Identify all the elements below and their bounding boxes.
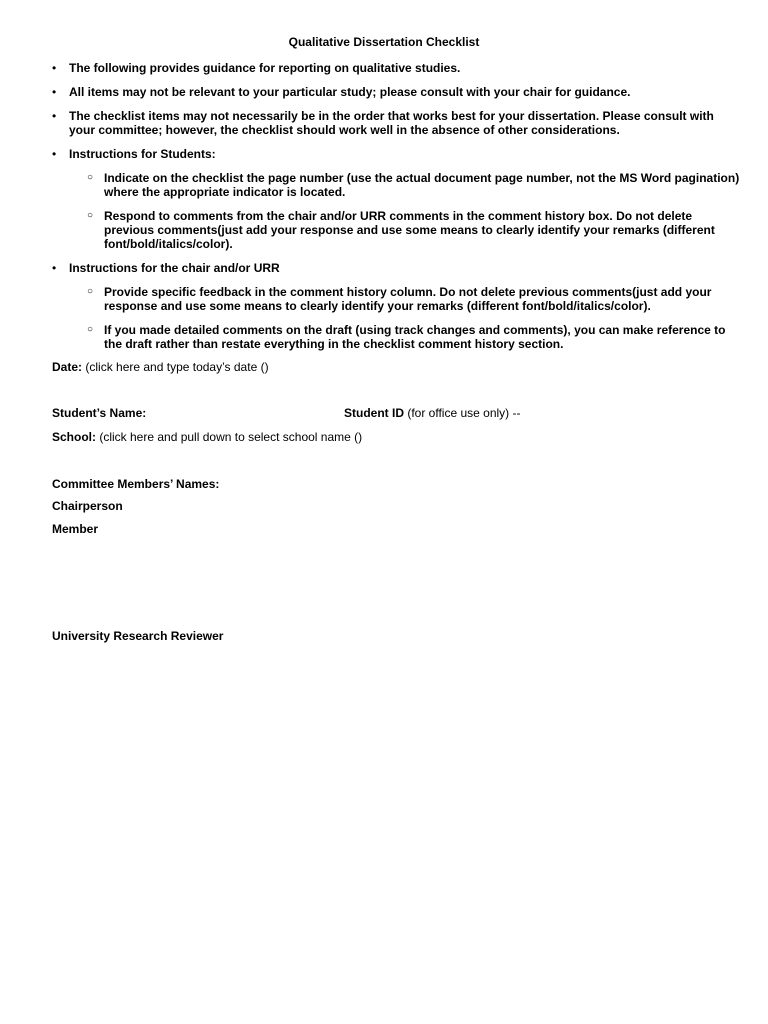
date-field[interactable] bbox=[52, 360, 269, 374]
date-label: Date: bbox=[52, 360, 83, 374]
chairperson-label: Chairperson bbox=[52, 499, 123, 513]
school-label: School: bbox=[52, 430, 96, 444]
student-instructions bbox=[52, 147, 742, 251]
committee-label: Committee Members’ Names: bbox=[52, 477, 220, 491]
document-title: Qualitative Dissertation Checklist bbox=[288, 35, 480, 49]
guidance-item: • All items may not be relevant to your particular study; please consult with your chair for guidance. bbox=[52, 85, 742, 99]
student-instructions-heading: Instructions for Students: bbox=[69, 147, 216, 161]
school-field[interactable] bbox=[52, 430, 362, 444]
student-name-label: Student’s Name: bbox=[52, 406, 147, 420]
student-id-label: Student ID bbox=[344, 406, 404, 420]
chair-instructions bbox=[52, 261, 742, 351]
date-hint[interactable]: (click here and type today’s date () bbox=[85, 360, 269, 374]
student-id-field bbox=[344, 406, 521, 420]
guidance-item: • The following provides guidance for reporting on qualitative studies. bbox=[52, 61, 742, 75]
student-instruction-item: ○ Respond to comments from the chair and/or URR comments in the comment history box. Do not delete previous comments(just add your response and use some means to clearly identify your remarks (different font/bold/italics/color). bbox=[87, 209, 742, 251]
chair-instruction-item: ○ Provide specific feedback in the comment history column. Do not delete previous comments(just add your response and use some means to clearly identify your remarks (different font/bold/italics/color). bbox=[87, 285, 742, 313]
chair-instructions-list bbox=[69, 285, 742, 351]
school-hint[interactable]: (click here and pull down to select school name () bbox=[99, 430, 363, 444]
student-name-field bbox=[52, 406, 146, 420]
urr-label: University Research Reviewer bbox=[52, 629, 224, 643]
student-instructions-list bbox=[69, 171, 742, 251]
chair-instructions-heading: Instructions for the chair and/or URR bbox=[69, 261, 280, 275]
chair-instruction-item: ○ If you made detailed comments on the draft (using track changes and comments), you can make reference to the draft rather than restate everything in the checklist comment history section. bbox=[87, 323, 742, 351]
member-label: Member bbox=[52, 522, 99, 536]
guidance-item: • The checklist items may not necessarily be in the order that works best for your dissertation. Please consult with your committee; however, the checklist should work well in the absence of other considerations. bbox=[52, 109, 742, 137]
student-instruction-item: ○ Indicate on the checklist the page number (use the actual document page number, not the MS Word pagination) where the appropriate indicator is located. bbox=[87, 171, 742, 199]
student-id-hint: (for office use only) -- bbox=[407, 406, 521, 420]
guidance-list bbox=[52, 61, 742, 361]
